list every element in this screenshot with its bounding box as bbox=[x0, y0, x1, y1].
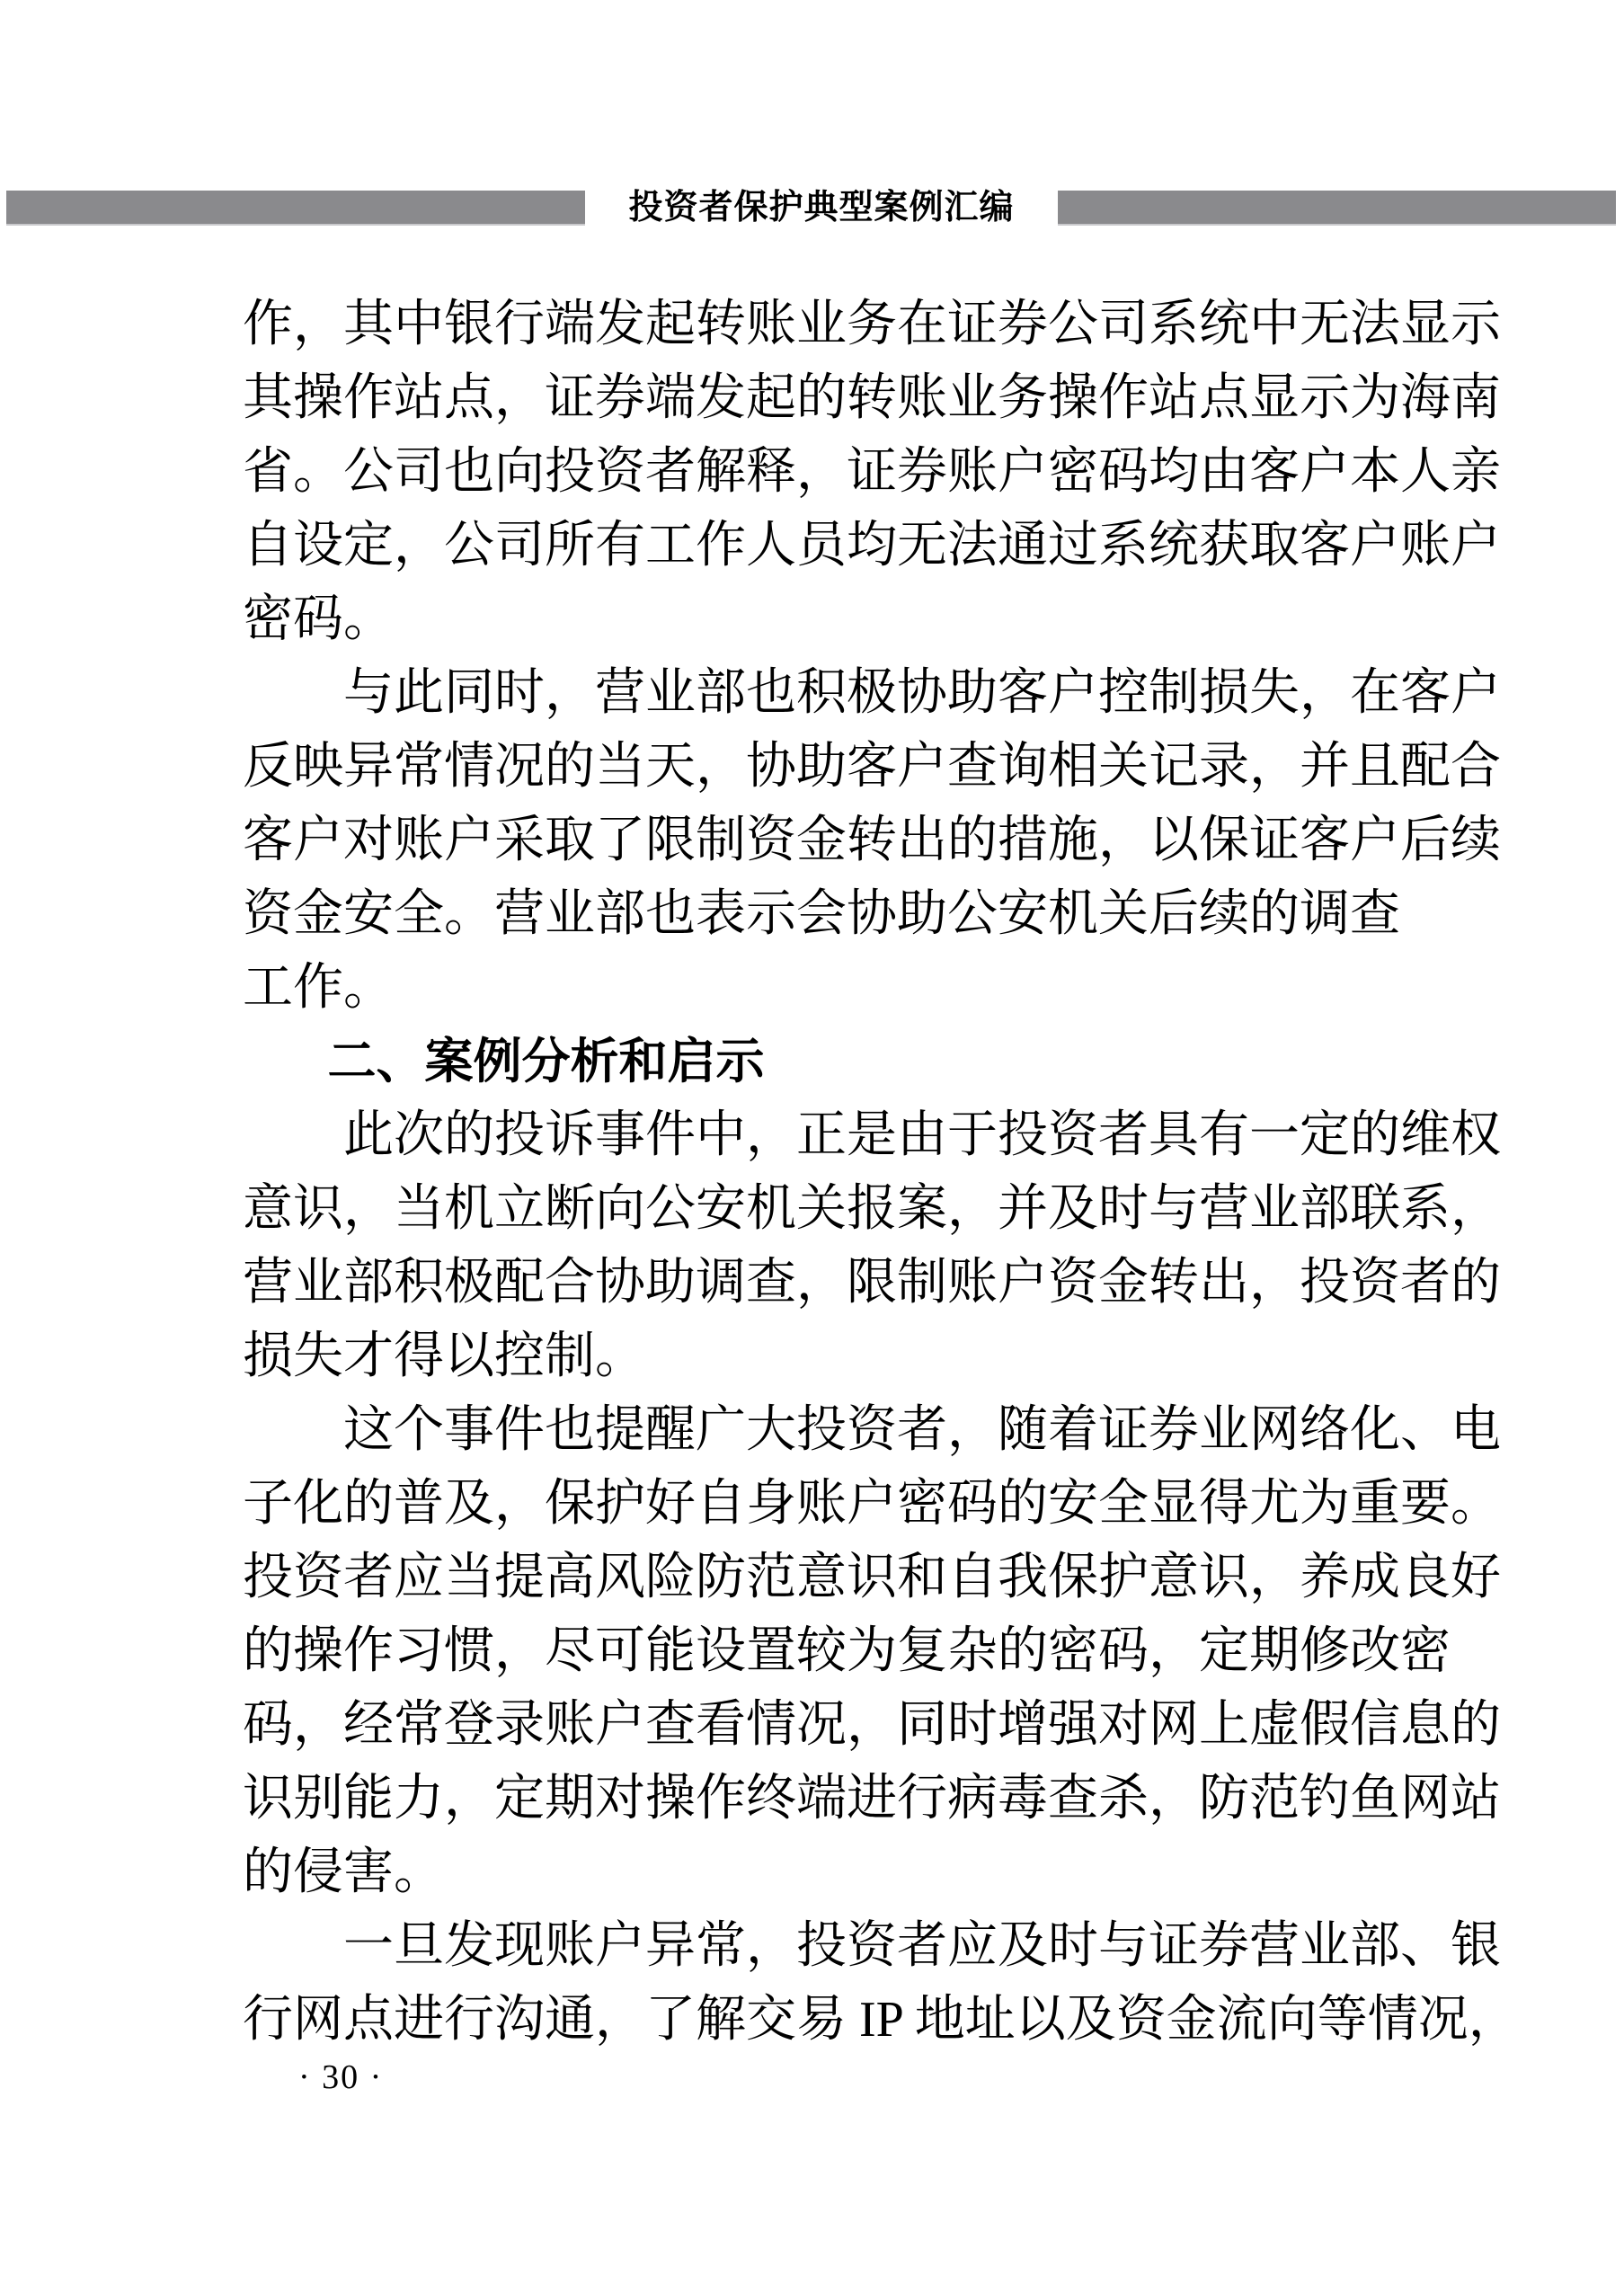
paragraph-line: 投资者应当提高风险防范意识和自我保护意识，养成良好 bbox=[243, 1550, 1501, 1605]
paragraph-line: 资金安全。营业部也表示会协助公安机关后续的调查 bbox=[243, 886, 1400, 942]
paragraph-line: 意识，当机立断向公安机关报案，并及时与营业部联系， bbox=[243, 1181, 1501, 1237]
paragraph-line: 的操作习惯，尽可能设置较为复杂的密码，定期修改密 bbox=[243, 1623, 1451, 1679]
section-heading: 二、案例分析和启示 bbox=[327, 1035, 765, 1089]
header-rule-left bbox=[6, 191, 585, 226]
paragraph-line: 密码。 bbox=[243, 591, 394, 647]
paragraph-line: 作，其中银行端发起转账业务在证券公司系统中无法显示 bbox=[243, 297, 1501, 352]
paragraph-line: 一旦发现账户异常，投资者应及时与证券营业部、银 bbox=[343, 1918, 1501, 1974]
paragraph-line: 反映异常情况的当天，协助客户查询相关记录，并且配合 bbox=[243, 739, 1501, 795]
paragraph-line: 与此同时，营业部也积极协助客户控制损失，在客户 bbox=[343, 665, 1501, 721]
paragraph-line: 识别能力，定期对操作终端进行病毒查杀，防范钓鱼网站 bbox=[243, 1771, 1501, 1826]
paragraph-line: 码，经常登录账户查看情况，同时增强对网上虚假信息的 bbox=[243, 1697, 1501, 1753]
running-head-title: 投资者保护典型案例汇编 bbox=[628, 189, 1015, 227]
paragraph-line: 营业部积极配合协助调查，限制账户资金转出，投资者的 bbox=[243, 1255, 1501, 1311]
paragraph-line: 子化的普及，保护好自身账户密码的安全显得尤为重要。 bbox=[243, 1476, 1501, 1532]
paragraph-line: 省。公司也向投资者解释，证券账户密码均由客户本人亲 bbox=[243, 444, 1501, 500]
header-rule-right bbox=[1058, 191, 1616, 226]
paragraph-line: 自设定，公司所有工作人员均无法通过系统获取客户账户 bbox=[243, 518, 1501, 573]
paragraph-line: 工作。 bbox=[243, 960, 394, 1016]
paragraph-line: 这个事件也提醒广大投资者，随着证券业网络化、电 bbox=[343, 1402, 1501, 1458]
paragraph-line: 其操作站点，证券端发起的转账业务操作站点显示为海南 bbox=[243, 370, 1501, 426]
page-number: · 30 · bbox=[298, 2058, 384, 2096]
body-text bbox=[243, 288, 1519, 2057]
paragraph-line: 行网点进行沟通，了解交易 IP 地址以及资金流向等情况， bbox=[243, 1992, 1519, 2048]
paragraph-line: 的侵害。 bbox=[243, 1844, 444, 1900]
paragraph-line: 此次的投诉事件中，正是由于投资者具有一定的维权 bbox=[343, 1107, 1501, 1163]
paragraph-line: 损失才得以控制。 bbox=[243, 1329, 645, 1384]
paragraph-line: 客户对账户采取了限制资金转出的措施，以保证客户后续 bbox=[243, 813, 1501, 868]
